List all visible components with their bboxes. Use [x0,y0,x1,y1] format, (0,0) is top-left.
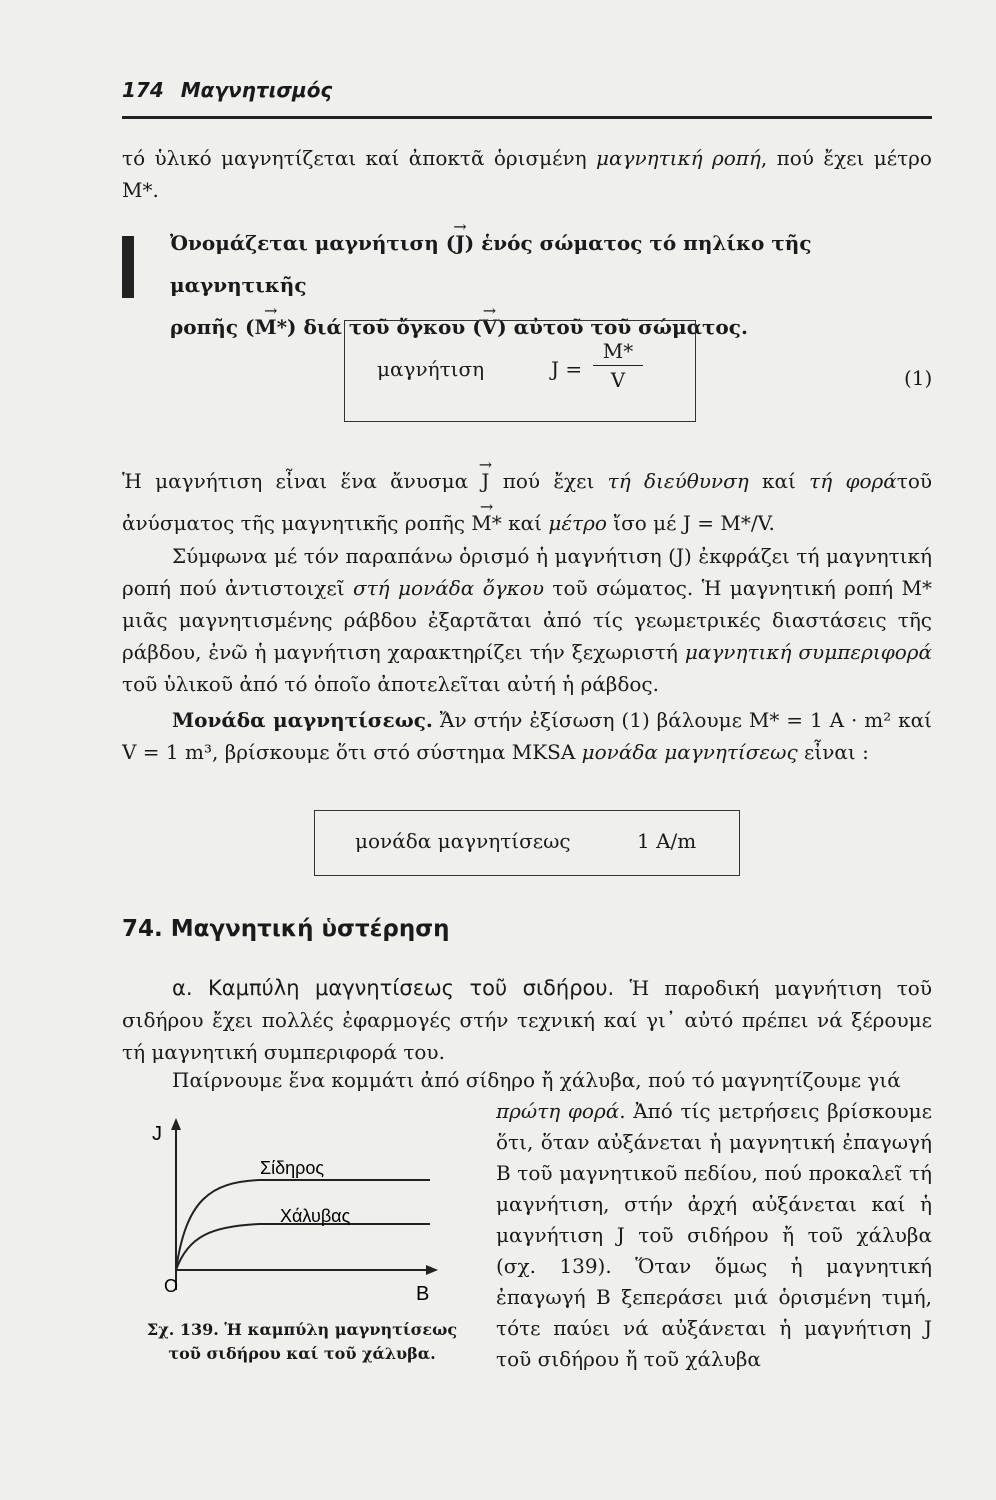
column-text: πρώτη φορά. Ἀπό τίς μετρήσεις βρίσκουμε ὅτι, ὅταν αὐξάνεται ἡ μαγνητική ἐπαγωγή B τοῦ μαγνητικοῦ πεδίου, πού προκαλεῖ τή μαγνήτιση, στήν ἀρχή αὐξάνεται καί ἡ μαγνήτιση J τοῦ σιδήρου ἤ τοῦ χάλυβα (σχ. 139). Ὅταν ὅμως ἡ μαγνητική ἐπαγωγή B ξεπεράσει μιά ὁρισμένη τιμή, τότε παύει νά αὐξάνεται ἡ μαγνήτιση J τοῦ σιδήρου ἤ τοῦ χάλυβα [496,1099,932,1371]
header-rule [122,116,932,119]
formula-numerator: M* [593,339,643,366]
y-axis-arrow [171,1118,181,1130]
magnetization-formula-box [344,320,696,422]
paragraph-definition-meaning: Σύμφωνα μέ τόν παραπάνω ὁρισμό ἡ μαγνήτιση (J) ἐκφράζει τή μαγνητική ροπή πού ἀντιστοιχεῖ στή μονάδα ὄγκου τοῦ σώματος. Ἡ μαγνητική ροπή M* μιᾶς μαγνητισμένης ράβδου ἐξαρτᾶται ἀπό τίς γεωμετρικές διαστάσεις τῆς ράβδου, ἐνῶ ἡ μαγνήτιση χαρακτηρίζει τήν ξεχωριστή μαγνητική συμπεριφορά τοῦ ὑλικοῦ ἀπό τό ὁποῖο ἀποτελεῖται αὐτή ἡ ράβδος. [122,544,932,696]
paragraph-experiment: Παίρνουμε ἕνα κομμάτι ἀπό σίδηρο ἤ χάλυβα, πού τό μαγνητίζουμε γιά [172,1068,901,1092]
formula-denominator: V [610,368,626,392]
steel-curve-label: Χάλυβας [280,1206,351,1226]
unit-label: μονάδα μαγνητίσεως [355,829,571,853]
paragraph-intro: τό ὑλικό μαγνητίζεται καί ἀποκτᾶ ὁρισμένη μαγνητική ροπή, πού ἔχει μέτρο M*. [122,146,932,202]
formula-fraction [593,339,643,392]
iron-curve-label: Σίδηρος [260,1158,325,1178]
section-heading: 74. Μαγνητική ὑστέρηση [122,916,450,942]
x-axis-label: B [416,1283,430,1305]
page-number: 174 [122,78,164,102]
formula-label: μαγνήτιση [377,357,485,381]
chapter-title: Μαγνητισμός [180,78,333,102]
steel-curve [176,1224,430,1270]
paragraph-unit: Μονάδα μαγνητίσεως. Ἄν στήν ἐξίσωση (1) βάλουμε M* = 1 A · m² καί V = 1 m³, βρίσκουμε ὅτι στό σύστημα MKSA μονάδα μαγνητίσεως εἶναι : [122,708,932,764]
x-axis-arrow [426,1265,438,1275]
figure-caption: Σχ. 139. Ἡ καμπύλη μαγνητίσεως τοῦ σιδήρου καί τοῦ χάλυβα. [146,1320,458,1363]
formula-lhs: J = [551,357,583,381]
subsection-heading: α. Καμπύλη μαγνητίσεως τοῦ σιδήρου. [172,976,615,1000]
definition-block: Ὀνομάζεται μαγνήτιση (→ J) ἑνός σώματος τό πηλίκο τῆς μαγνητικῆς ροπῆς (→ M*) διά τοῦ ὄγκου (→ V) αὐτοῦ τοῦ σώματος. [170,222,932,348]
magnetization-curve-figure [140,1110,480,1310]
definition-marker [122,236,134,298]
equation-number: (1) [904,366,933,390]
unit-value: 1 A/m [637,829,697,853]
unit-formula-box [314,810,740,876]
y-axis-label: J [152,1123,162,1145]
paragraph-vector: Ἡ μαγνήτιση εἶναι ἕνα ἄνυσμα → J πού ἔχει τή διεύθυνση καί τή φοράτοῦ ἀνύσματος τῆς μαγνητικῆς ροπῆς → M* καί μέτρο ἴσο μέ J = M*/V. [122,460,932,544]
paragraph-subsection: α. Καμπύλη μαγνητίσεως τοῦ σιδήρου. Ἡ παροδική μαγνήτιση τοῦ σιδήρου ἔχει πολλές ἐφαρμογές στήν τεχνική καί γι᾽ αὐτό πρέπει νά ξέρουμε τή μαγνητική συμπεριφορά του. [122,976,932,1064]
page-header [122,78,932,102]
origin-label: O [164,1276,179,1296]
